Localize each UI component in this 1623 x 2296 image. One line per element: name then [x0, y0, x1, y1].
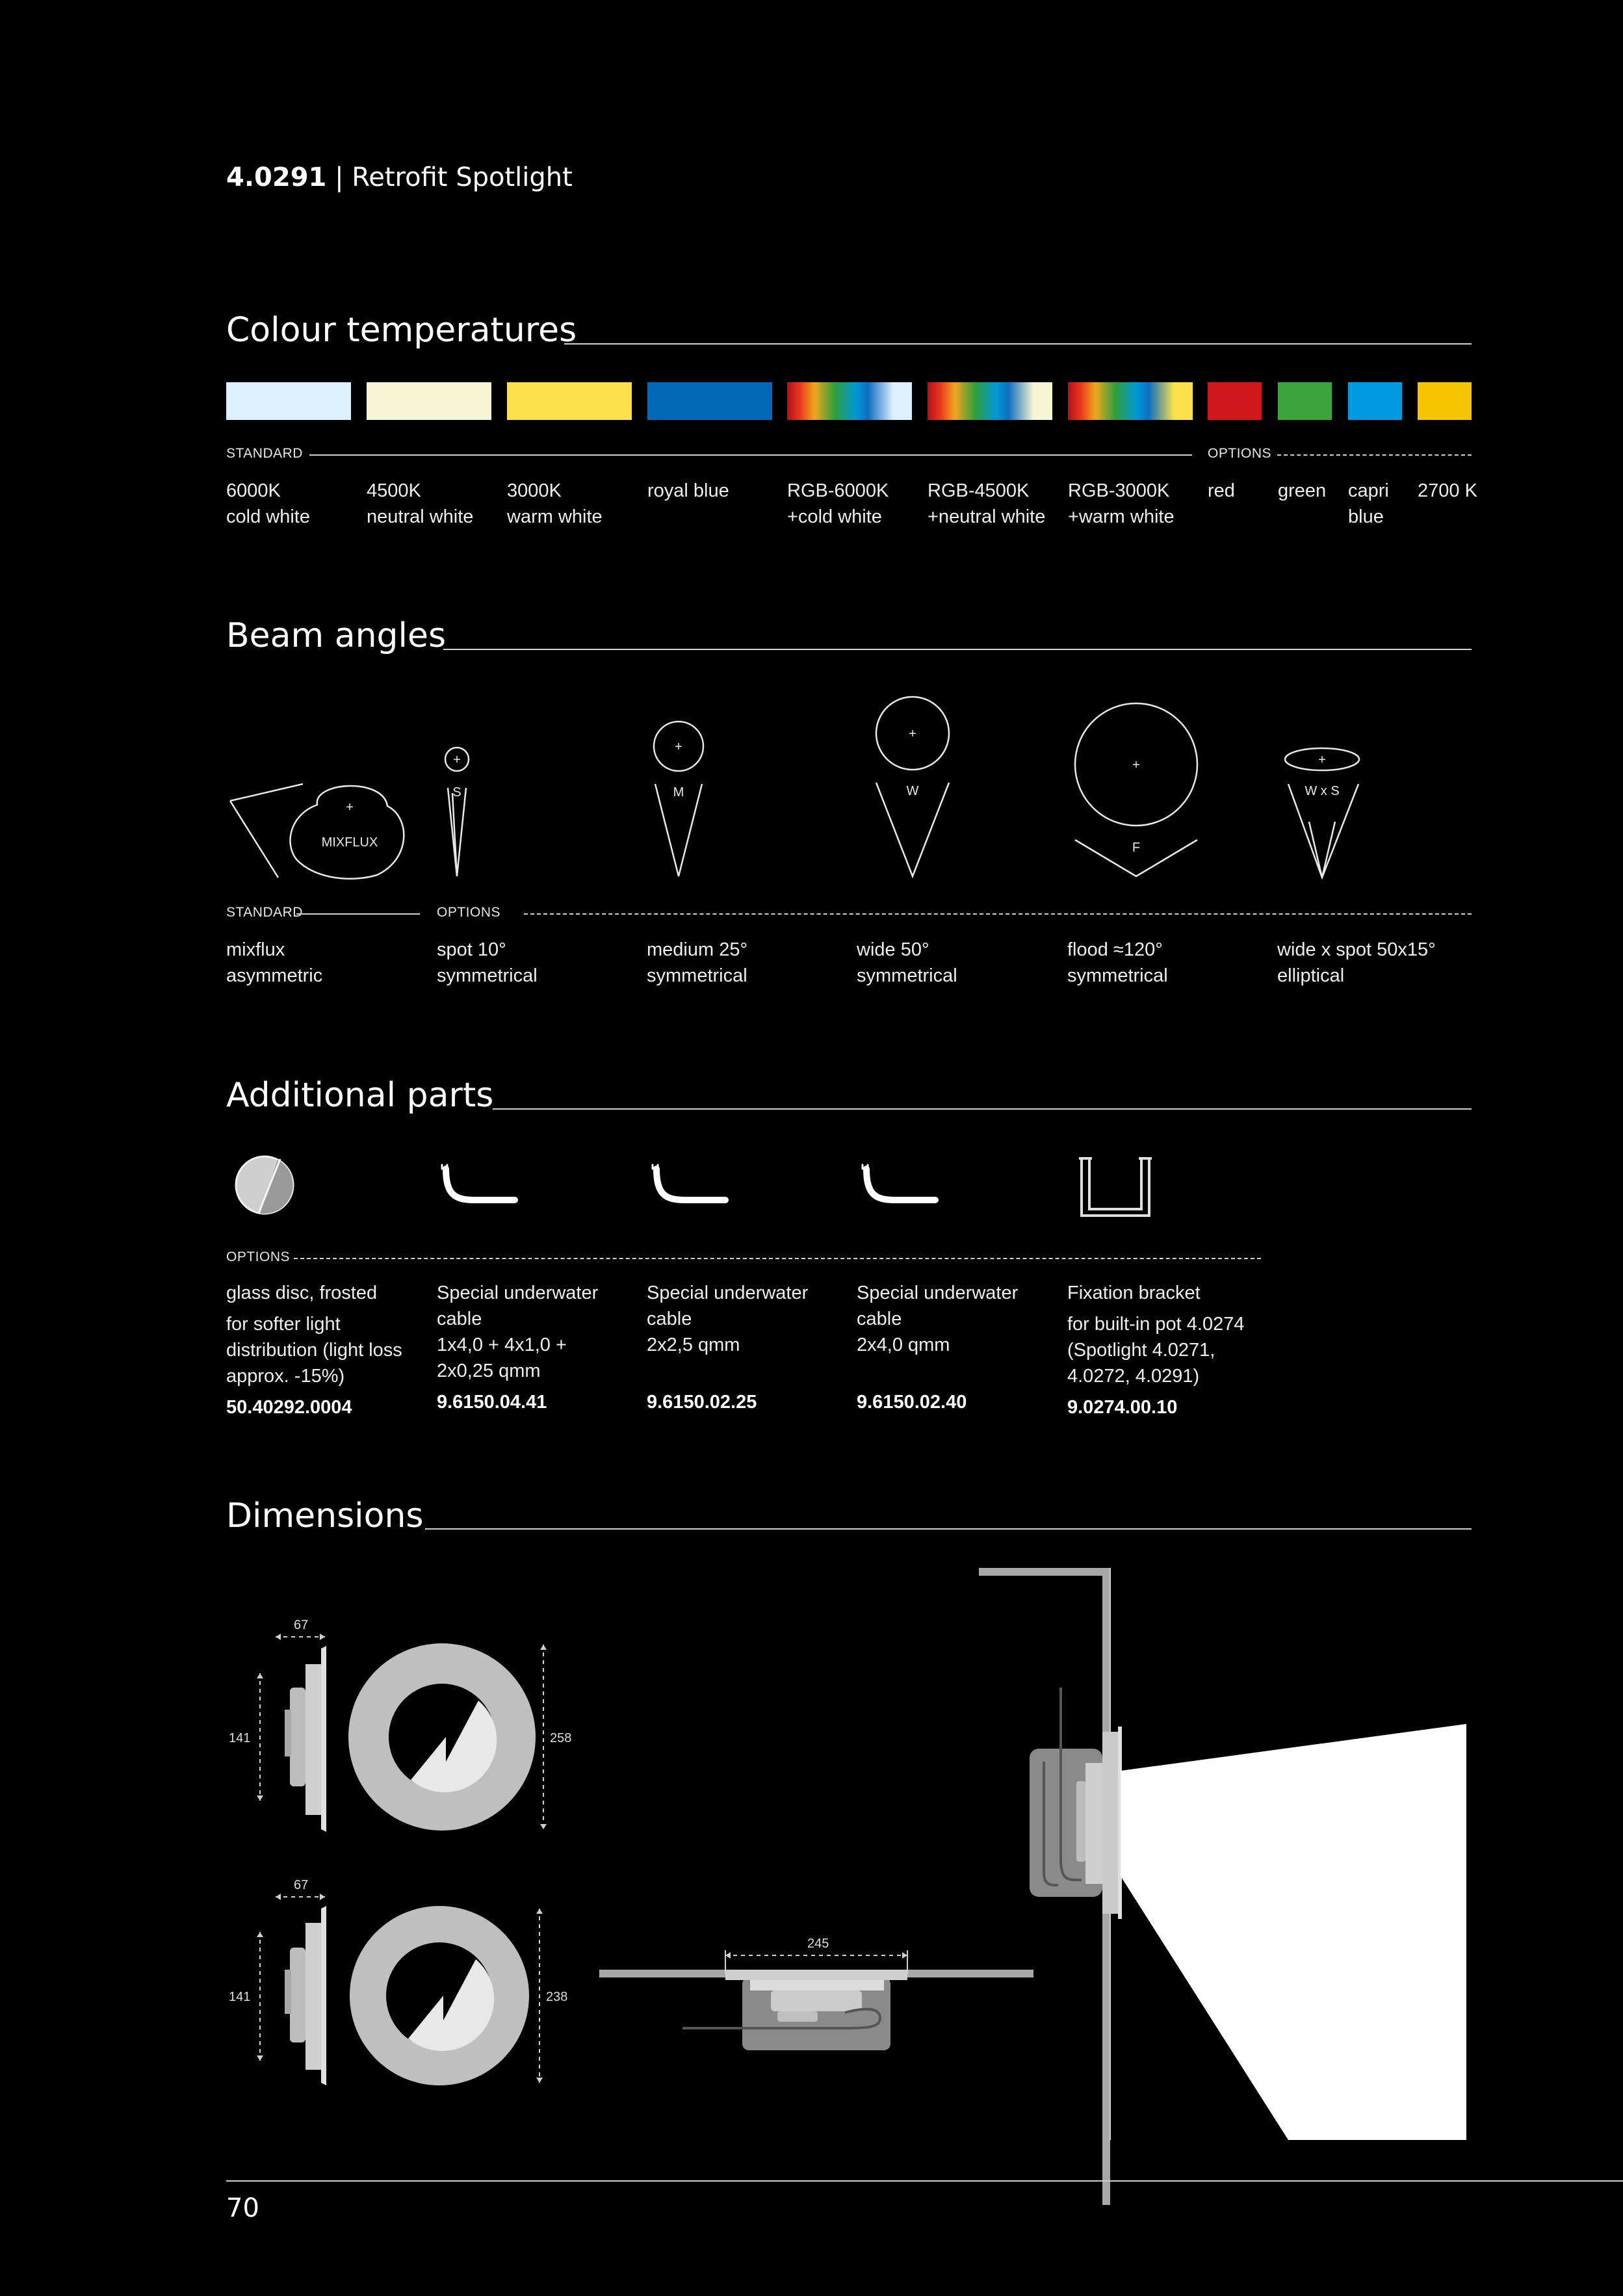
colour-label: red — [1208, 480, 1235, 501]
wide-diagram-label: W — [906, 784, 919, 798]
medium-center-mark: + — [675, 740, 682, 754]
beam-label: wide x spot 50x15° elliptical — [1277, 939, 1436, 986]
bottom-height-label: 141 — [229, 1990, 251, 2004]
part-cable: Special underwater cable 2x4,0 qmm 9.6150.02.40 — [857, 1280, 1018, 1415]
colour-label: 3000K warm white — [507, 480, 603, 527]
page-number: 70 — [226, 2193, 259, 2223]
section-title-additional-parts: Additional parts — [226, 1076, 494, 1115]
bottom-front-view — [350, 1906, 529, 2085]
top-front-view — [348, 1643, 536, 1831]
options-label: OPTIONS — [1208, 446, 1272, 461]
article-number: 9.6150.02.40 — [857, 1392, 967, 1413]
product-title: Retrofit Spotlight — [352, 163, 573, 192]
colour-label: 4500K neutral white — [367, 480, 474, 527]
standard-label: STANDARD — [226, 905, 303, 920]
pot-width-label: 245 — [807, 1937, 829, 1951]
options-label: OPTIONS — [437, 905, 501, 920]
spot-diagram-label: S — [452, 785, 461, 800]
colour-label: royal blue — [647, 480, 729, 501]
top-height-label: 141 — [229, 1731, 251, 1745]
beam-label: medium 25° symmetrical — [647, 939, 748, 986]
article-number: 50.40292.0004 — [226, 1397, 352, 1418]
colour-label: 2700 K — [1418, 480, 1477, 501]
colour-label: capri blue — [1348, 480, 1389, 527]
options-label: OPTIONS — [226, 1249, 291, 1264]
mixflux-diagram-label: MIXFLUX — [321, 835, 378, 850]
product-code: 4.0291 — [226, 163, 327, 192]
bottom-depth-label: 67 — [294, 1878, 309, 1892]
beam-label: flood ≈120° symmetrical — [1067, 939, 1168, 986]
part-cable: Special underwater cable 1x4,0 + 4x1,0 + 2x0,25 qmm 9.6150.04.41 — [437, 1280, 598, 1415]
medium-diagram-label: M — [673, 785, 684, 800]
colour-label: 6000K cold white — [226, 480, 310, 527]
top-depth-label: 67 — [294, 1618, 309, 1632]
wide-center-mark: + — [909, 727, 916, 741]
colour-label: RGB-6000K +cold white — [787, 480, 889, 527]
colour-label: RGB-3000K +warm white — [1068, 480, 1175, 527]
header-separator: | — [326, 163, 352, 192]
footer-rule — [226, 2180, 1623, 2182]
top-diameter-label: 258 — [550, 1731, 572, 1745]
standard-label: STANDARD — [226, 446, 303, 461]
article-number: 9.6150.02.25 — [647, 1392, 757, 1413]
part-cable: Special underwater cable 2x2,5 qmm 9.6150.02.25 — [647, 1280, 808, 1415]
flood-diagram-label: F — [1132, 841, 1141, 855]
section-title-colour-temperatures: Colour temperatures — [226, 311, 577, 350]
beam-label: spot 10° symmetrical — [437, 939, 538, 986]
mixflux-center-mark: + — [346, 800, 354, 815]
part-fixation-bracket: Fixation bracket for built-in pot 4.0274 (Spotlight 4.0271, 4.0272, 4.0291) 9.0274.00.10 — [1067, 1280, 1244, 1420]
part-glass-disc: glass disc, frosted for softer light distribution (light loss approx. -15%) 50.40292.0004 — [226, 1280, 402, 1420]
wall-mount-view — [979, 1568, 1466, 2205]
colour-label: green — [1278, 480, 1327, 501]
section-title-beam-angles: Beam angles — [226, 616, 447, 655]
wide-spot-diagram-label: W x S — [1305, 784, 1340, 798]
section-title-dimensions: Dimensions — [226, 1496, 424, 1535]
top-side-view — [285, 1646, 326, 1832]
bottom-side-view — [285, 1906, 326, 2085]
wide-spot-center-mark: + — [1318, 753, 1326, 767]
beam-label: mixflux asymmetric — [226, 939, 323, 986]
spot-center-mark: + — [453, 753, 461, 767]
article-number: 9.6150.04.41 — [437, 1392, 547, 1413]
bottom-diameter-label: 238 — [546, 1990, 568, 2004]
beam-label: wide 50° symmetrical — [857, 939, 957, 986]
installation-section — [599, 1937, 1033, 2050]
article-number: 9.0274.00.10 — [1067, 1397, 1178, 1418]
colour-label: RGB-4500K +neutral white — [928, 480, 1046, 527]
flood-center-mark: + — [1132, 758, 1140, 772]
